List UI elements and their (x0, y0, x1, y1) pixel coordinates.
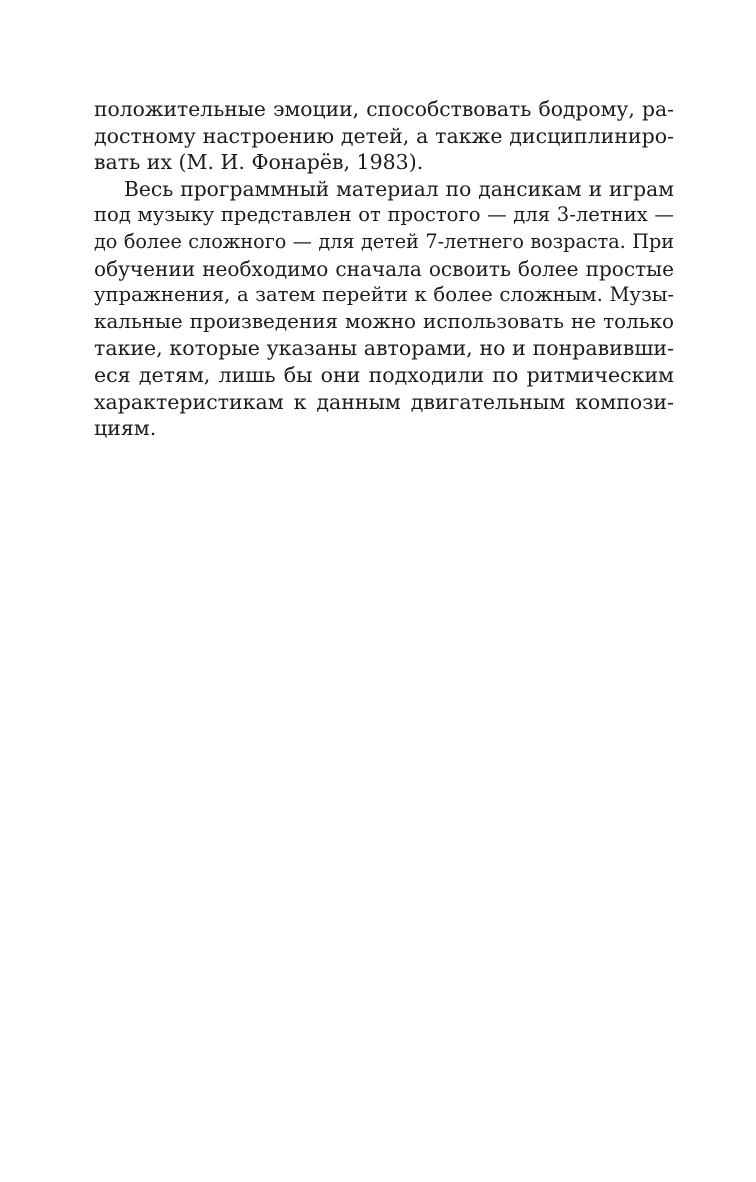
text-line: Весь программный материал по дансикам и играм (124, 176, 674, 201)
text-line: еся детям, лишь бы они подходили по ритмическим (94, 362, 674, 387)
paragraph-2 (94, 176, 674, 442)
text-line: вать их (М. И. Фонарёв, 1983). (94, 150, 424, 175)
paragraph-1 (94, 96, 674, 176)
text-line: циям. (94, 416, 157, 441)
text-line: кальные произведения можно использовать не только (94, 309, 674, 333)
text-line: достному настроению детей, а также дисциплиниро- (94, 123, 674, 148)
text-line: под музыку представлен от простого — для 3-летних — (94, 203, 674, 227)
text-line: упражнения, а затем перейти к более сложным. Музы- (94, 283, 674, 307)
text-line: характеристикам к данным двигательным компози- (94, 389, 674, 414)
text-line: до более сложного — для детей 7-летнего возраста. При (94, 229, 674, 253)
text-line: положительные эмоции, способствовать бодрому, ра- (94, 97, 674, 121)
text-line: такие, которые указаны авторами, но и понравивши- (94, 336, 674, 361)
text-line: обучении необходимо сначала освоить более простые (94, 256, 674, 281)
body-text (94, 96, 674, 442)
